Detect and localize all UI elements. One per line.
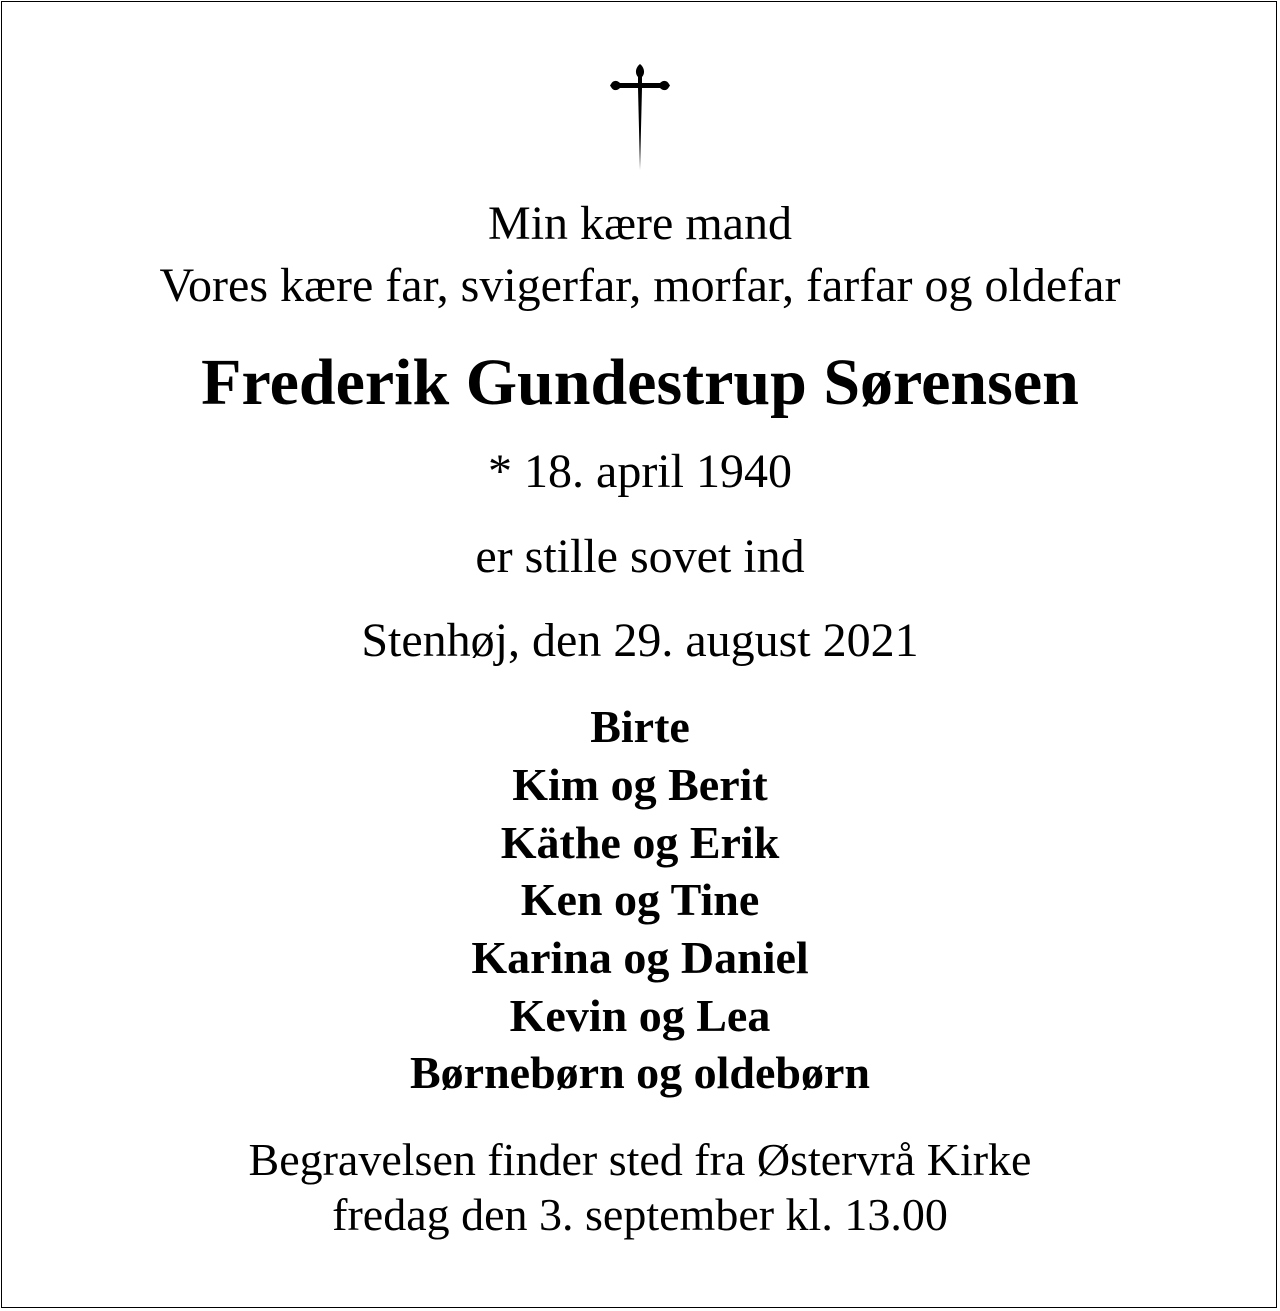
cross-icon (610, 64, 670, 170)
passing-text: er stille sovet ind (475, 530, 805, 583)
deceased-name: Frederik Gundestrup Sørensen (201, 346, 1079, 419)
funeral-line-2: fredag den 3. september kl. 13.00 (332, 1189, 948, 1240)
family-line-3: Käthe og Erik (500, 817, 780, 868)
family-line-4: Ken og Tine (520, 874, 760, 925)
birth-date: * 18. april 1940 (488, 445, 792, 498)
funeral-line-1: Begravelsen finder sted fra Østervrå Kirke (248, 1134, 1032, 1185)
family-line-5: Karina og Daniel (471, 932, 809, 983)
family-line-1: Birte (590, 701, 690, 752)
family-line-2: Kim og Berit (512, 759, 768, 810)
family-line-7: Børnebørn og oldebørn (409, 1047, 871, 1098)
family-line-6: Kevin og Lea (509, 990, 771, 1041)
place-and-date: Stenhøj, den 29. august 2021 (361, 614, 919, 667)
intro-line-2: Vores kære far, svigerfar, morfar, farfar og oldefar (159, 259, 1121, 312)
intro-line-1: Min kære mand (488, 197, 792, 250)
